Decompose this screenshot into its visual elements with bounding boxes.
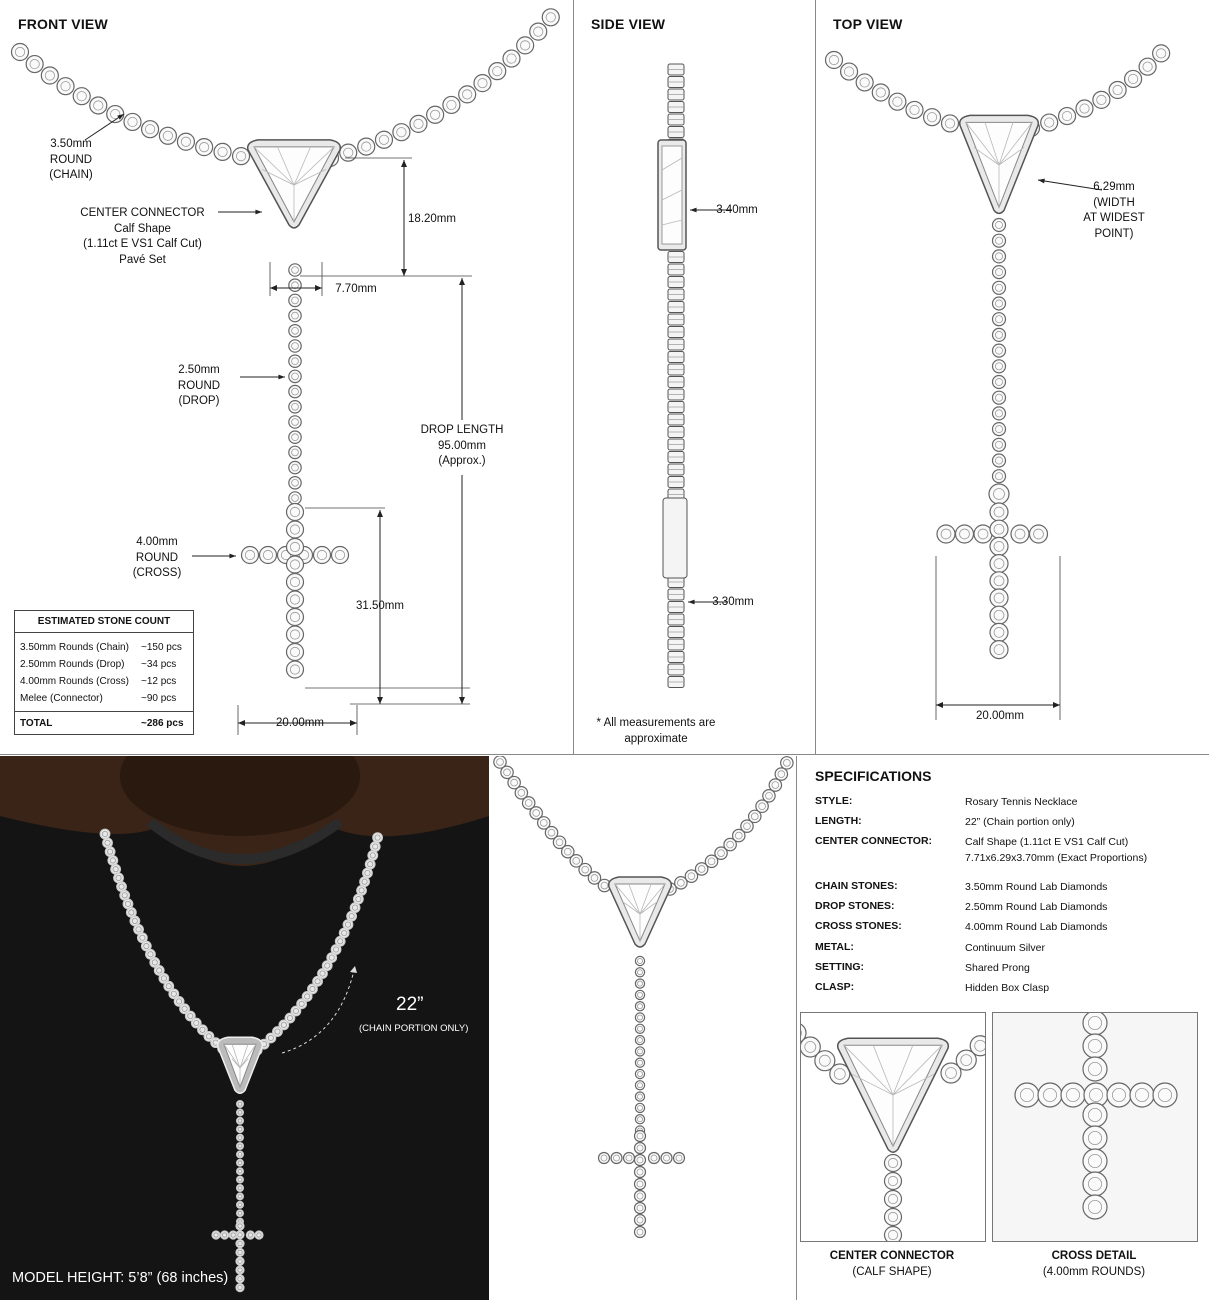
diamond-stone — [956, 525, 974, 543]
diamond-stone — [635, 1115, 644, 1124]
length-callout: 22” — [396, 994, 424, 1015]
diamond-stone — [1038, 1083, 1062, 1107]
diamond-stone — [1083, 1149, 1107, 1173]
diamond-stone — [635, 1002, 644, 1011]
diamond-stone — [993, 360, 1006, 373]
diamond-stone — [287, 521, 304, 538]
diamond-stone — [365, 859, 375, 869]
cross-detail-caption: CROSS DETAIL (4.00mm ROUNDS) — [1042, 1250, 1146, 1278]
diamond-stone — [635, 1155, 646, 1166]
diamond-stone — [1109, 81, 1126, 98]
diamond-stone — [236, 1284, 244, 1292]
diamond-stone — [599, 1153, 610, 1164]
diamond-stone — [993, 328, 1006, 341]
leader-arrow — [229, 554, 236, 559]
diamond-stone — [237, 1143, 244, 1150]
spec-value: 22” (Chain portion only) — [965, 816, 1075, 828]
diamond-stone — [993, 470, 1006, 483]
diamond-stone — [289, 416, 301, 428]
diamond-stone — [635, 1191, 646, 1202]
diamond-stone — [635, 1227, 646, 1238]
top-cross-width-dim: 20.00mm — [976, 710, 1024, 722]
diamond-stone — [90, 97, 107, 114]
diamond-stone — [289, 355, 301, 367]
diamond-stone — [370, 842, 380, 852]
diamond-stone — [246, 1231, 254, 1239]
drop-length-label: DROP LENGTH 95.00mm (Approx.) — [420, 424, 504, 467]
diamond-stone — [459, 86, 476, 103]
diamond-stone — [289, 279, 301, 291]
diamond-stone — [142, 121, 159, 138]
diamond-stone — [237, 1134, 244, 1141]
diamond-stone — [57, 78, 74, 95]
diamond-stone — [635, 1024, 644, 1033]
side-view-panel — [574, 0, 816, 755]
diamond-stone — [289, 446, 301, 458]
diamond-stone — [990, 555, 1008, 573]
diamond-stone — [289, 385, 301, 397]
diamond-stone — [993, 297, 1006, 310]
diamond-stone — [26, 56, 43, 73]
diamond-stone — [993, 454, 1006, 467]
connector-height-dim: 18.20mm — [408, 213, 456, 225]
diamond-stone — [1083, 1034, 1107, 1058]
spec-key: CHAIN STONES: — [815, 880, 898, 892]
diamond-stone — [289, 294, 301, 306]
diamond-stone — [906, 101, 923, 118]
diamond-stone — [661, 1153, 672, 1164]
diamond-stone — [260, 547, 277, 564]
leader-arrow — [1038, 179, 1045, 184]
spec-value: Rosary Tennis Necklace — [965, 796, 1078, 808]
diamond-stone — [1059, 108, 1076, 125]
cross-height-dim: 31.50mm — [356, 600, 404, 612]
diamond-stone — [990, 606, 1008, 624]
diamond-stone — [885, 1209, 902, 1226]
diamond-stone — [856, 74, 873, 91]
diamond-stone — [287, 626, 304, 643]
diamond-stone — [993, 344, 1006, 357]
diamond-stone — [196, 139, 213, 156]
diamond-stone — [841, 63, 858, 80]
diamond-stone — [237, 1151, 244, 1158]
diamond-stone — [635, 1036, 644, 1045]
diamond-stone — [635, 1013, 644, 1022]
diamond-stone — [375, 131, 392, 148]
diamond-stone — [1076, 100, 1093, 117]
diamond-stone — [993, 234, 1006, 247]
diamond-stone — [993, 438, 1006, 451]
diamond-stone — [635, 1058, 644, 1067]
diamond-stone — [289, 309, 301, 321]
spec-value: Calf Shape (1.11ct E VS1 Calf Cut) 7.71x6.29x3.70mm (Exact Proportions) — [965, 836, 1148, 864]
diamond-stone — [237, 1109, 244, 1116]
diamond-stone — [237, 1126, 244, 1133]
diamond-stone — [990, 537, 1008, 555]
top-view-drawing — [816, 0, 1209, 754]
spec-key: CENTER CONNECTOR: — [815, 835, 933, 847]
spec-value: 3.50mm Round Lab Diamonds — [965, 881, 1108, 893]
diamond-stone — [373, 833, 383, 843]
diamond-stone — [885, 1173, 902, 1190]
table-row: 4.00mm Rounds (Cross) ~12 pcs — [20, 676, 177, 687]
diamond-stone — [474, 75, 491, 92]
diamond-stone — [242, 547, 259, 564]
diamond-stone — [885, 1155, 902, 1172]
diamond-stone — [1153, 45, 1170, 62]
measurement-note: * All measurements are approximate — [596, 717, 716, 745]
spec-key: CLASP: — [815, 981, 855, 993]
diamond-stone — [635, 1047, 644, 1056]
diamond-stone — [542, 9, 559, 26]
diamond-stone — [236, 1248, 244, 1256]
top-view-panel — [816, 0, 1209, 755]
diamond-stone — [287, 591, 304, 608]
spec-value: Continuum Silver — [965, 942, 1045, 954]
diamond-stone — [993, 376, 1006, 389]
diamond-stone — [289, 325, 301, 337]
table-row: 3.50mm Rounds (Chain) ~150 pcs — [20, 642, 182, 653]
diamond-stone — [611, 1153, 622, 1164]
spec-value: Hidden Box Clasp — [965, 982, 1050, 994]
diamond-stone — [1083, 1103, 1107, 1127]
diamond-stone — [236, 1257, 244, 1265]
diamond-stone — [221, 1231, 229, 1239]
diamond-stone — [635, 1215, 646, 1226]
diamond-stone — [885, 1227, 902, 1242]
diamond-stone — [993, 250, 1006, 263]
diamond-stone — [503, 50, 520, 67]
diamond-stone — [990, 589, 1008, 607]
diamond-stone — [287, 644, 304, 661]
length-note: (CHAIN PORTION ONLY) — [359, 1023, 469, 1034]
front-view-title: FRONT VIEW — [18, 16, 108, 32]
diamond-stone — [635, 956, 644, 965]
diamond-stone — [1011, 525, 1029, 543]
side-cross-dim: 3.30mm — [712, 596, 754, 608]
diamond-stone — [993, 423, 1006, 436]
diamond-stone — [1130, 1083, 1154, 1107]
diamond-stone — [990, 623, 1008, 641]
diamond-stone — [177, 133, 194, 150]
model-height: MODEL HEIGHT: 5’8” (68 inches) — [12, 1270, 229, 1286]
spec-key: SETTING: — [815, 961, 864, 973]
diamond-stone — [990, 503, 1008, 521]
diamond-stone — [1153, 1083, 1177, 1107]
diamond-stone — [100, 829, 110, 839]
diamond-stone — [289, 431, 301, 443]
table-total-row: TOTAL ~286 pcs — [15, 711, 193, 734]
diamond-stone — [289, 461, 301, 473]
table-row: Melee (Connector) ~90 pcs — [20, 693, 177, 704]
diamond-stone — [889, 93, 906, 110]
connector-width-dim: 7.70mm — [335, 283, 377, 295]
spec-key: METAL: — [815, 941, 854, 953]
diamond-stone — [530, 23, 547, 40]
diamond-stone — [1093, 91, 1110, 108]
leader-arrow — [278, 375, 285, 380]
diamond-stone — [993, 219, 1006, 232]
diamond-stone — [769, 779, 781, 791]
cross-detail-drawing — [993, 1013, 1197, 1241]
table-row: 2.50mm Rounds (Drop) ~34 pcs — [20, 659, 177, 670]
diamond-stone — [1061, 1083, 1085, 1107]
diamond-stone — [236, 1222, 244, 1230]
diamond-stone — [517, 37, 534, 54]
diamond-stone — [214, 143, 231, 160]
top-view-title: TOP VIEW — [833, 16, 903, 32]
diamond-stone — [781, 757, 793, 769]
leader-arrow — [688, 600, 695, 605]
diamond-stone — [360, 877, 370, 887]
diamond-stone — [236, 1240, 244, 1248]
diamond-stone — [635, 979, 644, 988]
diamond-stone — [287, 504, 304, 521]
diamond-stone — [124, 113, 141, 130]
diamond-stone — [289, 492, 301, 504]
diamond-stone — [635, 1143, 646, 1154]
diamond-stone — [990, 520, 1008, 538]
diamond-stone — [674, 1153, 685, 1164]
stone-count-table — [14, 610, 194, 735]
diamond-stone — [1083, 1126, 1107, 1150]
diamond-stone — [103, 838, 113, 848]
cross-side — [663, 498, 687, 578]
diamond-stone — [635, 1103, 644, 1112]
diamond-stone — [12, 44, 29, 61]
diamond-stone — [635, 1179, 646, 1190]
connector-detail-drawing — [801, 1013, 985, 1241]
diamond-stone — [237, 1101, 244, 1108]
diamond-stone — [159, 127, 176, 144]
diamond-stone — [41, 67, 58, 84]
side-connector-dim: 3.40mm — [716, 204, 758, 216]
diamond-stone — [287, 609, 304, 626]
diamond-stone — [924, 109, 941, 126]
diamond-stone — [1125, 70, 1142, 87]
spec-key: CROSS STONES: — [815, 920, 902, 932]
diamond-stone — [635, 990, 644, 999]
diamond-stone — [289, 340, 301, 352]
diamond-stone — [363, 868, 373, 878]
stone-count-title: ESTIMATED STONE COUNT — [15, 611, 193, 633]
diamond-stone — [993, 391, 1006, 404]
diamond-stone — [237, 1201, 244, 1208]
spec-value: 2.50mm Round Lab Diamonds — [965, 901, 1108, 913]
diamond-stone — [105, 847, 115, 857]
diamond-stone — [237, 1176, 244, 1183]
diamond-stone — [1015, 1083, 1039, 1107]
diamond-stone — [1041, 114, 1058, 131]
cross-stone-label: 4.00mm ROUND (CROSS) — [132, 536, 182, 579]
diamond-stone — [1083, 1195, 1107, 1219]
cross-detail-image — [992, 1012, 1198, 1242]
diamond-stone — [237, 1193, 244, 1200]
diamond-stone — [237, 1159, 244, 1166]
diamond-stone — [635, 1167, 646, 1178]
diamond-stone — [993, 266, 1006, 279]
connector-label: CENTER CONNECTOR Calf Shape (1.11ct E VS1 Calf Cut) Pavé Set — [80, 207, 205, 266]
diamond-stone — [236, 1266, 244, 1274]
diamond-stone — [635, 1081, 644, 1090]
spec-key: LENGTH: — [815, 815, 862, 827]
diamond-stone — [212, 1231, 220, 1239]
diamond-stone — [108, 856, 118, 866]
chain-stone-label: 3.50mm ROUND (CHAIN) — [49, 138, 93, 181]
leader-arrow — [255, 210, 262, 215]
cross-width-dim: 20.00mm — [276, 717, 324, 729]
diamond-stone — [635, 1092, 644, 1101]
diamond-stone — [289, 370, 301, 382]
diamond-stone — [993, 281, 1006, 294]
diamond-stone — [410, 115, 427, 132]
product-render-panel — [490, 756, 795, 1300]
diamond-stone — [826, 52, 843, 69]
diamond-stone — [289, 477, 301, 489]
connector-width-label: 6.29mm (WIDTH AT WIDEST POINT) — [1083, 181, 1145, 240]
diamond-stone — [1030, 525, 1048, 543]
diamond-stone — [358, 138, 375, 155]
diamond-stone — [340, 144, 357, 161]
diamond-stone — [427, 106, 444, 123]
diamond-stone — [237, 1168, 244, 1175]
diamond-stone — [990, 641, 1008, 659]
diamond-stone — [236, 1275, 244, 1283]
front-view-panel — [0, 0, 574, 755]
connector-detail-caption: CENTER CONNECTOR (CALF SHAPE) — [829, 1250, 955, 1278]
diamond-stone — [649, 1153, 660, 1164]
diamond-stone — [237, 1185, 244, 1192]
diamond-stone — [332, 547, 349, 564]
diamond-stone — [993, 407, 1006, 420]
leader-arrow — [690, 208, 697, 213]
diamond-stone — [287, 556, 304, 573]
spec-key: STYLE: — [815, 795, 853, 807]
spec-value: 4.00mm Round Lab Diamonds — [965, 921, 1108, 933]
diamond-stone — [443, 96, 460, 113]
model-photo — [0, 756, 489, 1300]
diamond-stone — [937, 525, 955, 543]
diamond-stone — [314, 547, 331, 564]
diamond-stone — [970, 1036, 985, 1056]
diamond-stone — [255, 1231, 263, 1239]
diamond-stone — [989, 484, 1009, 504]
side-view-drawing — [574, 0, 815, 754]
diamond-stone — [287, 574, 304, 591]
diamond-stone — [289, 401, 301, 413]
connector-detail-image — [800, 1012, 986, 1242]
diamond-stone — [635, 1203, 646, 1214]
diamond-stone — [635, 1069, 644, 1078]
diamond-stone — [393, 124, 410, 141]
diamond-stone — [885, 1191, 902, 1208]
diamond-stone — [635, 1131, 646, 1142]
diamond-stone — [237, 1210, 244, 1217]
diamond-stone — [289, 264, 301, 276]
diamond-stone — [942, 115, 959, 132]
spec-value: Shared Prong — [965, 962, 1030, 974]
diamond-stone — [1107, 1083, 1131, 1107]
spec-key: DROP STONES: — [815, 900, 895, 912]
diamond-stone — [1139, 58, 1156, 75]
diamond-stone — [287, 661, 304, 678]
diamond-stone — [993, 313, 1006, 326]
diamond-stone — [73, 88, 90, 105]
diamond-stone — [1083, 1172, 1107, 1196]
diamond-stone — [775, 768, 787, 780]
diamond-stone — [237, 1117, 244, 1124]
diamond-stone — [236, 1231, 244, 1239]
specs-title: SPECIFICATIONS — [815, 768, 932, 784]
diamond-stone — [990, 572, 1008, 590]
diamond-stone — [1083, 1057, 1107, 1081]
necklace-render — [490, 756, 795, 1300]
diamond-stone — [872, 84, 889, 101]
diamond-stone — [233, 148, 250, 165]
diamond-stone — [368, 851, 378, 861]
drop-stone-label: 2.50mm ROUND (DROP) — [177, 364, 221, 407]
diamond-stone — [489, 63, 506, 80]
diamond-stone — [624, 1153, 635, 1164]
diamond-stone — [974, 525, 992, 543]
diamond-stone — [635, 968, 644, 977]
side-view-title: SIDE VIEW — [591, 16, 666, 32]
diamond-stone — [287, 539, 304, 556]
